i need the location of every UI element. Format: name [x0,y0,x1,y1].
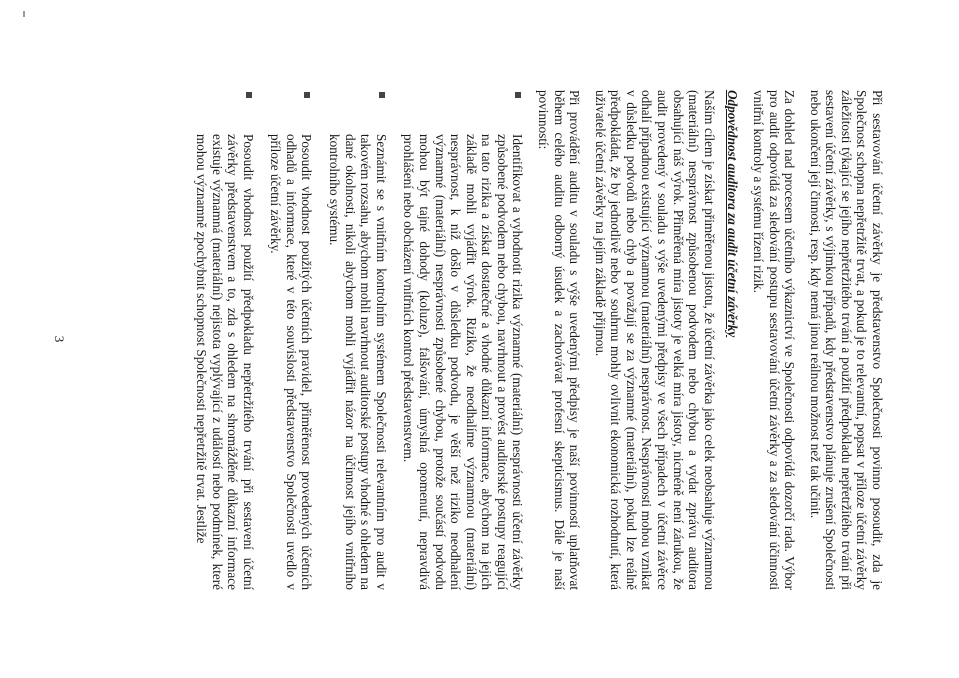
list-item-text: Seznámit se s vnitřním kontrolním systémem Společnosti relevantním pro audit v takovém rozsahu, abychom mohli navrhnout auditorské postupy vhodné s ohledem na dané okolnosti, nikoli abychom mohli vyjádřit názor na účinnost jejího vnitřního kontrolního systému. [327,134,389,590]
list-item [193,90,255,590]
bullet-square-icon [515,92,521,98]
list-item [401,90,526,590]
bullet-square-icon [379,92,385,98]
list-item-text: Posoudit vhodnost použití předpokladu nepřetržitého trvání při sestavení účetní závěrky představenstvem a to, zda s ohledem na shromážděné důkazní informace existuje významná (materiální) nejistota vyplývající z událostí nebo podmínek, které mohou významně zpochybnit schopnost Společnosti nepřetržitě trvat. Jestliže [194,134,256,590]
bullet-square-icon [246,92,252,98]
list-item [327,90,389,590]
duties-list [193,90,525,590]
paragraph-auditor-objective: Naším cílem je získat přiměřenou jistotu, že účetní závěrka jako celek neobsahuje významnou (materiální) nesprávnost způsobenou podvodem nebo chybou a vydat zprávu auditora obsahující náš výrok. Přiměřená míra jistoty je velká míra jistoty, nicméně není zárukou, že audit provedený v souladu s výše uvedenými předpisy ve všech případech v účetní závěrce odhalí případnou existující významnou (materiální) nesprávnost. Nesprávnosti mohou vznikat v důsledku podvodů nebo chyb a považují se za významné (materiální), pokud lze reálně předpokládat, že by jednotlivě nebo v souhrnu mohly ovlivnit ekonomická rozhodnutí, která uživatelé účetní závěrky na jejím základě přijmou. [592,90,717,590]
section-heading: Odpovědnost auditora za audit účetní závěrky [725,90,741,338]
paragraph-auditor-duties: Při provádění auditu v souladu s výše uvedenými předpisy je naší povinností uplatňovat během celého auditu odborný úsudek a zachovávat profesní skepticismus. Dále je naší povinností: [536,90,583,590]
bullet-square-icon [305,92,311,98]
paragraph-supervisory-board: Za dohled nad procesem účetního výkaznictví ve Společnosti odpovídá dozorčí rada. Výbor pro audit odpovídá za sledování postupu sestavování účetní závěrky a za sledování účinnosti vnitřní kontroly a systému řízení rizik. [750,90,798,590]
list-item-text: Identifikovat a vyhodnotit rizika významné (materiální) nesprávnosti účetní závěrky způsobené podvodem nebo chybou, navrhnout a provést auditorské postupy reagující na tato rizika a získat dostatečné a vhodné důkazní informace, abychom na jejich základě mohli vyjádřit výrok. Riziko, že neodhalíme významnou (materiální) nesprávnost, k níž došlo v důsledku podvodu, je větší než riziko neodhalení významné (materiální) nesprávnosti způsobené chybou, protože součástí podvodu mohou být tajné dohody (koluze), falšování, úmyslná opomenutí, nepravdivá prohlášení nebo obcházení vnitřních kontrol představenstvem. [401,134,526,590]
list-item [268,90,315,590]
page-number: 3 [52,335,67,343]
paragraph-going-concern: Při sestavování účetní závěrky je představenstvo Společnosti povinno posoudit, zda je Společnost schopna nepřetržitě trvat, a pokud je to relevantní, popsat v příloze účetní závěrky záležitosti týkající se jejího nepřetržitého trvání a použití předpokladu nepřetržitého trvání při sestavení účetní závěrky, s výjimkou případů, kdy představenstvo plánuje zrušení Společnosti nebo ukončení její činnosti, resp. kdy nemá jinou reálnou možnost než tak učinit. [807,90,885,590]
list-item-text: Posoudit vhodnost použitých účetních pravidel, přiměřenost provedených účetních odhadů a informace, které v této souvislosti představenstvo Společnosti uvedlo v příloze účetní závěrky. [268,134,315,590]
